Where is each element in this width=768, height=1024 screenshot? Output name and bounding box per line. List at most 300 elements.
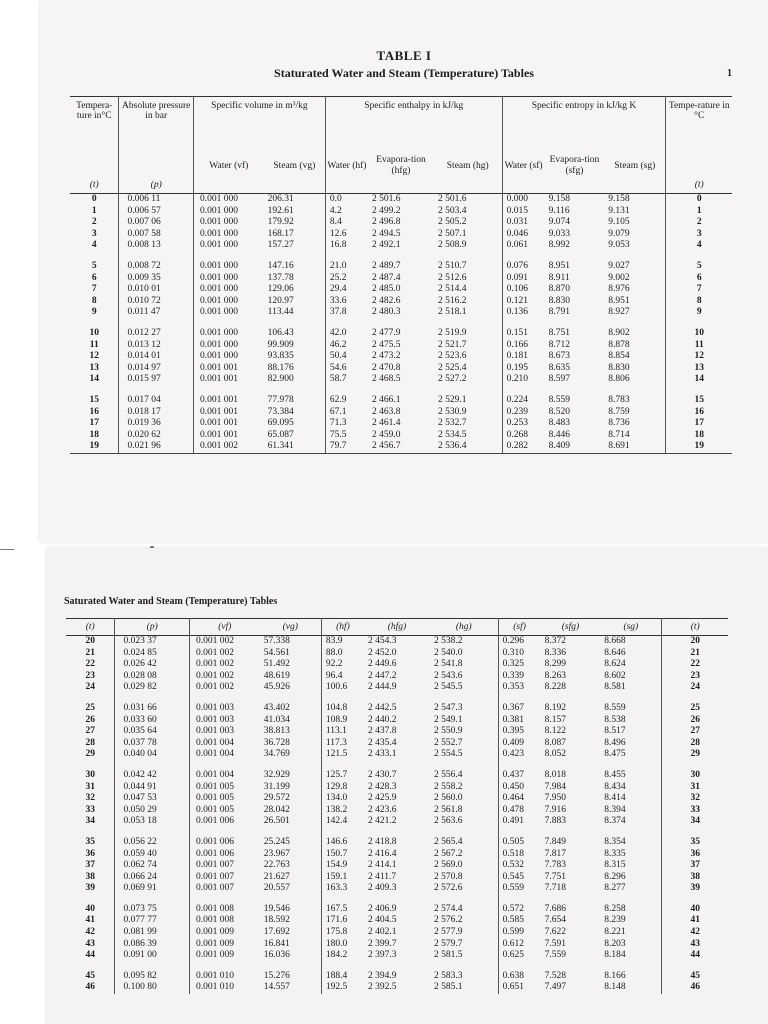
table-cell: 0.585 (502, 915, 524, 926)
table-cell: 168.17 (264, 229, 326, 241)
table-cell: 2 433.1 (367, 749, 397, 760)
table-cell: 19.546 (260, 904, 322, 916)
table-cell: 7.591 (544, 938, 566, 949)
table-cell: 9.131 (604, 206, 666, 218)
table-cell: 8.927 (604, 307, 666, 319)
table-cell: 2 529.1 (434, 395, 502, 407)
symbol-t: (t) (70, 177, 119, 194)
table-cell: 8.372 (544, 636, 566, 646)
table-cell: 24 (690, 682, 700, 693)
table-cell: 8.122 (544, 726, 566, 737)
table-cell: 8.668 (600, 636, 662, 648)
table-cell: 2 530.9 (434, 407, 502, 419)
table-row (70, 229, 732, 241)
table-row (66, 636, 728, 648)
group-spacer (70, 386, 732, 395)
table-cell: 54.561 (260, 648, 322, 660)
table-cell: 2 444.9 (367, 682, 397, 693)
table-cell: 0.029 82 (115, 682, 190, 694)
table-cell: 45 (66, 971, 115, 983)
table-cell: 8.018 (544, 769, 566, 780)
table-cell: 0.021 96 (119, 441, 193, 453)
table-cell: 146.6 (325, 836, 348, 847)
table-cell: 26 (690, 714, 700, 725)
table-cell: 129.06 (264, 284, 326, 296)
table-cell: 29.572 (260, 793, 322, 805)
table-row (70, 307, 732, 319)
table-cell: 8.517 (600, 726, 662, 738)
table-cell: 8.736 (604, 418, 666, 430)
table-cell: 2 418.8 (367, 836, 397, 847)
group-spacer (66, 761, 728, 770)
table-cell: 18 (694, 429, 704, 440)
table-cell: 0.001 003 (195, 714, 234, 725)
table-cell: 0.007 58 (119, 229, 193, 241)
table-cell: 8.239 (600, 915, 662, 927)
table-cell: 2 499.2 (371, 205, 401, 216)
table-cell: 8.299 (544, 659, 566, 670)
table-cell: 0.651 (502, 982, 524, 993)
table-cell: 20 (690, 636, 700, 646)
table-cell: 0.053 18 (115, 816, 190, 828)
scan-mark (0, 549, 14, 550)
table-cell: 43.402 (260, 703, 322, 715)
table-cell: 8.277 (600, 883, 662, 895)
table-cell: 0.612 (502, 938, 524, 949)
table-cell: 9 (696, 307, 702, 318)
table-cell: 8.559 (600, 703, 662, 715)
table-cell: 0.268 (506, 429, 528, 440)
table-cell: 0.037 78 (115, 738, 190, 750)
table-cell: 2 482.6 (371, 295, 401, 306)
table-cell: 2 492.1 (371, 240, 401, 251)
table-cell: 2 397.3 (367, 950, 397, 961)
table-cell: 25.2 (329, 272, 347, 283)
table-cell: 8.263 (544, 670, 566, 681)
table-cell: 0.001 000 (199, 339, 238, 350)
table-cell: 0.166 (506, 339, 528, 350)
table-row (66, 950, 728, 962)
table-cell: 180.0 (325, 938, 348, 949)
table-cell: 0.076 (506, 260, 528, 271)
table-cell: 0.001 010 (195, 982, 234, 993)
table-cell: 8.496 (600, 738, 662, 750)
symbol-t-right: (t) (666, 177, 732, 194)
table-cell: 2 521.7 (434, 340, 502, 352)
table-cell: 2 466.1 (371, 394, 401, 405)
table-cell: 100.6 (325, 682, 348, 693)
table-row (66, 883, 728, 895)
table-number: TABLE I (376, 48, 432, 63)
table-cell: 125.7 (325, 769, 348, 780)
table-cell: 2 527.2 (434, 374, 502, 386)
table-cell: 0.423 (502, 749, 524, 760)
table-cell: 2 569.0 (430, 860, 498, 872)
table-cell: 0.381 (502, 714, 524, 725)
table-cell: 45 (690, 970, 700, 981)
table-cell: 0.086 39 (115, 939, 190, 951)
table-cell: 7.559 (544, 950, 566, 961)
table-cell: 65.087 (264, 430, 326, 442)
table-cell: 2 459.0 (371, 429, 401, 440)
table-cell: 32.929 (260, 770, 322, 782)
table-cell: 69.095 (264, 418, 326, 430)
table-cell: 99.909 (264, 340, 326, 352)
table-cell: 8.878 (604, 340, 666, 352)
table-cell: 19 (666, 441, 732, 453)
table-cell: 42 (66, 927, 115, 939)
group-spacer (66, 962, 728, 971)
table-cell: 33 (66, 805, 115, 817)
table-cell: 23.967 (260, 849, 322, 861)
table-cell: 3 (696, 228, 702, 239)
table-cell: 2 428.3 (367, 781, 397, 792)
header-specific-entropy: Specific entropy in kJ/kg K (502, 97, 666, 154)
table-cell: 77.978 (264, 395, 326, 407)
header-entropy-water: Water (sf) (504, 160, 543, 171)
table-row (70, 407, 732, 419)
table-cell: 5 (70, 261, 119, 273)
table-cell: 2 494.5 (371, 228, 401, 239)
table-cell: 0.046 (506, 228, 528, 239)
table-cell: 0.0 (329, 194, 342, 204)
table-cell: 26 (66, 715, 115, 727)
table-cell: 2 485.0 (371, 284, 401, 295)
table-cell: 2 430.7 (367, 769, 397, 780)
table-row (66, 648, 728, 660)
table-cell: 37 (66, 860, 115, 872)
table-cell: 58.7 (329, 374, 347, 385)
table-cell: 79.7 (325, 441, 368, 453)
table-cell: 8.354 (600, 837, 662, 849)
table-cell: 8.520 (548, 406, 570, 417)
table-cell: 31 (690, 781, 700, 792)
table-cell: 2 470.8 (371, 362, 401, 373)
table-cell: 9.116 (548, 205, 570, 216)
table-cell: 0.006 11 (119, 194, 193, 206)
table-cell: 0.001 001 (199, 406, 238, 417)
table-cell: 26.501 (260, 816, 322, 828)
table-cell: 2 508.9 (434, 240, 502, 252)
table-cell: 0.011 47 (119, 307, 193, 319)
table-cell: 0.001 002 (195, 636, 234, 646)
table-cell: 0.009 35 (119, 273, 193, 285)
table-row (66, 738, 728, 750)
table-cell: 2 435.4 (367, 737, 397, 748)
table-cell: 2 574.4 (430, 904, 498, 916)
header-entropy-evap: Evapora-tion (sfg) (549, 155, 600, 176)
table-cell: 2 421.2 (367, 816, 397, 827)
table-cell: 40 (66, 904, 115, 916)
table-row (70, 351, 732, 363)
table-cell: 2 554.5 (430, 749, 498, 761)
table-cell: 2 394.9 (367, 970, 397, 981)
table-cell: 0.008 13 (119, 240, 193, 252)
table-cell: 73.384 (264, 407, 326, 419)
table-cell: 93.835 (264, 351, 326, 363)
table-cell: 32 (690, 793, 700, 804)
table-cell: 0.013 12 (119, 340, 193, 352)
table-cell: 0.505 (502, 836, 524, 847)
table-cell: 7.783 (544, 860, 566, 871)
table-cell: 2 585.1 (430, 982, 498, 994)
table-cell: 0.395 (502, 726, 524, 737)
table-cell: 8.951 (548, 260, 570, 271)
header-specific-enthalpy: Specific enthalpy in kJ/kg (325, 97, 502, 154)
table-cell: 0.001 005 (195, 781, 234, 792)
table-cell: 2 583.3 (430, 971, 498, 983)
table-cell: 0.044 91 (115, 782, 190, 794)
table-cell: 2 541.8 (430, 659, 498, 671)
page-number: 1 (727, 68, 732, 79)
table-cell: 88.0 (325, 647, 343, 658)
table-cell: 9.158 (548, 194, 570, 204)
table-cell: 0.001 002 (195, 659, 234, 670)
symbol-header: (sf) (498, 619, 541, 636)
table-cell: 0.001 000 (199, 351, 238, 362)
table-row (70, 217, 732, 229)
table-cell: 0.210 (506, 374, 528, 385)
table-cell: 0 (696, 194, 702, 204)
table-cell: 0.572 (502, 903, 524, 914)
table-cell: 137.78 (264, 273, 326, 285)
table-cell: 0.001 007 (195, 860, 234, 871)
table-cell: 2 565.4 (430, 837, 498, 849)
table-cell: 25 (66, 703, 115, 715)
steam-table-1 (70, 96, 732, 454)
table-cell: 46.2 (329, 339, 347, 350)
table-cell: 7.883 (544, 816, 566, 827)
table-cell: 0.001 005 (195, 793, 234, 804)
table-cell: 2 477.9 (371, 327, 401, 338)
table-cell: 134.0 (325, 793, 348, 804)
symbol-header: (hg) (430, 619, 498, 636)
table-cell: 2 507.1 (434, 229, 502, 241)
table-cell: 0.559 (502, 883, 524, 894)
table-cell: 8.336 (544, 647, 566, 658)
table-cell: 0.001 009 (195, 950, 234, 961)
table-cell: 8.166 (600, 971, 662, 983)
table-cell: 2 540.0 (430, 648, 498, 660)
table-cell: 31.199 (260, 782, 322, 794)
table-cell: 2 440.2 (367, 714, 397, 725)
table-cell: 8.691 (604, 441, 666, 453)
table-cell: 0 (70, 194, 119, 206)
table-row (66, 872, 728, 884)
table-cell: 104.8 (325, 702, 348, 713)
table-cell: 2 560.0 (430, 793, 498, 805)
table-row (70, 194, 732, 206)
table-cell: 120.97 (264, 296, 326, 308)
table-cell: 25 (690, 702, 700, 713)
table-cell: 44 (66, 950, 115, 962)
table-cell: 50.4 (329, 351, 347, 362)
table-cell: 12.6 (329, 228, 347, 239)
table-cell: 0.012 27 (119, 328, 193, 340)
table-cell: 0.031 (506, 217, 528, 228)
table-cell: 0.491 (502, 816, 524, 827)
page-2 (46, 548, 768, 1024)
table-cell: 8.783 (604, 395, 666, 407)
table-row (70, 273, 732, 285)
table-cell: 2 449.6 (367, 659, 397, 670)
table-cell: 8.203 (600, 939, 662, 951)
table-cell: 9.027 (604, 261, 666, 273)
section-title: Saturated Water and Steam (Temperature) Tables (64, 596, 278, 607)
table-cell: 0.095 82 (115, 971, 190, 983)
table-cell: 2 489.7 (371, 260, 401, 271)
table-cell: 8.409 (545, 441, 605, 453)
table-cell: 2 414.1 (367, 860, 397, 871)
table-cell: 13 (70, 363, 119, 375)
table-cell: 147.16 (264, 261, 326, 273)
table-cell: 0.077 77 (115, 915, 190, 927)
table-cell: 0.001 000 (199, 217, 238, 228)
table-cell: 2 503.4 (434, 206, 502, 218)
table-cell: 8.751 (548, 327, 570, 338)
table-cell: 2 534.5 (434, 430, 502, 442)
table-cell: 16.841 (260, 939, 322, 951)
table-cell: 0.073 75 (115, 904, 190, 916)
table-cell: 8.806 (604, 374, 666, 386)
table-cell: 16 (694, 406, 704, 417)
table-cell: 27 (66, 726, 115, 738)
table-cell: 8.976 (604, 284, 666, 296)
table-cell: 4 (696, 240, 702, 251)
table-cell: 28 (690, 737, 700, 748)
header-temperature-right: Tempe-rature in °C (666, 97, 732, 178)
table-cell: 0.001 002 (195, 670, 234, 681)
table-cell: 10 (70, 328, 119, 340)
table-cell: 7.984 (544, 781, 566, 792)
table-cell: 108.9 (325, 714, 348, 725)
table-row (70, 363, 732, 375)
table-cell: 0.001 001 (199, 374, 238, 385)
table-cell: 16.8 (329, 240, 347, 251)
table-cell: 2 402.1 (367, 927, 397, 938)
table-cell: 35 (66, 837, 115, 849)
table-cell: 0.625 (502, 950, 524, 961)
table-cell: 2 496.8 (371, 217, 401, 228)
table-cell: 8.951 (604, 296, 666, 308)
table-cell: 142.4 (325, 816, 348, 827)
table-cell: 8.148 (600, 982, 662, 994)
table-cell: 2 505.2 (434, 217, 502, 229)
table-cell: 2 473.2 (371, 351, 401, 362)
table-row (66, 682, 728, 694)
table-cell: 171.6 (325, 915, 348, 926)
header-entropy-steam: Steam (sg) (604, 153, 666, 177)
table-cell: 0.056 22 (115, 837, 190, 849)
symbol-header: (t) (662, 619, 728, 636)
table-cell: 0.014 01 (119, 351, 193, 363)
table-cell: 117.3 (325, 737, 347, 748)
table-cell: 0.001 000 (199, 228, 238, 239)
table-cell: 8.559 (548, 394, 570, 405)
table-cell: 21.627 (260, 872, 322, 884)
table-cell: 2 543.6 (430, 671, 498, 683)
symbol-header: (vf) (189, 619, 259, 636)
table-cell: 2 501.6 (371, 194, 401, 204)
table-cell: 0.091 00 (115, 950, 190, 962)
table-cell: 2 519.9 (434, 328, 502, 340)
table-cell: 29 (690, 749, 700, 760)
table-row (66, 770, 728, 782)
table-cell: 0.018 17 (119, 407, 193, 419)
table-row (70, 395, 732, 407)
table-cell: 9.033 (548, 228, 570, 239)
table-cell: 30 (66, 770, 115, 782)
table-cell: 11 (694, 339, 704, 350)
table-cell: 17 (694, 418, 704, 429)
table-cell: 150.7 (325, 848, 348, 859)
table-cell: 7.916 (544, 804, 566, 815)
table-cell: 0.061 (506, 240, 528, 251)
table-cell: 8 (70, 296, 119, 308)
table-cell: 18.592 (260, 915, 322, 927)
symbol-header: (sg) (600, 619, 662, 636)
table-cell: 0.042 42 (115, 770, 190, 782)
table-cell: 36 (690, 848, 700, 859)
table-cell: 2 536.4 (434, 441, 502, 453)
table-cell: 206.31 (264, 194, 326, 206)
table-row (66, 805, 728, 817)
table-cell: 0.339 (502, 670, 524, 681)
table-cell: 40 (690, 903, 700, 914)
symbol-header: (hf) (321, 619, 364, 636)
table-cell: 51.492 (260, 659, 322, 671)
table-cell: 1 (70, 206, 119, 218)
table-cell: 11 (70, 340, 119, 352)
table-row (66, 782, 728, 794)
table-cell: 0.001 004 (195, 749, 234, 760)
table-cell: 0.040 04 (115, 749, 190, 761)
table-cell: 0.001 000 (199, 295, 238, 306)
table-row (66, 849, 728, 861)
table-row (70, 328, 732, 340)
table-cell: 0.001 001 (199, 394, 238, 405)
table-cell: 19 (70, 441, 119, 453)
table-cell: 0.001 010 (195, 970, 234, 981)
table-cell: 8.712 (548, 339, 570, 350)
header-pressure: Absolute pressure in bar (119, 97, 193, 154)
table-cell: 54.6 (329, 362, 347, 373)
table-cell: 138.2 (325, 804, 348, 815)
table-cell: 157.27 (264, 240, 326, 252)
table-cell: 36.728 (260, 738, 322, 750)
table-cell: 192.61 (264, 206, 326, 218)
table-cell: 0.001 007 (195, 871, 234, 882)
table-cell: 13 (694, 362, 704, 373)
table-cell: 0.015 97 (119, 374, 193, 386)
table-cell: 113.44 (264, 307, 326, 319)
table-cell: 2 501.6 (434, 194, 502, 206)
table-cell: 2 547.3 (430, 703, 498, 715)
table-cell: 8.992 (548, 240, 570, 251)
table-cell: 14 (70, 374, 119, 386)
table-cell: 39 (66, 883, 115, 895)
table-cell: 2 404.5 (367, 915, 397, 926)
table-cell: 6 (70, 273, 119, 285)
table-cell: 7.686 (544, 903, 566, 914)
table-cell: 82.900 (264, 374, 326, 386)
table-cell: 2 514.4 (434, 284, 502, 296)
table-cell: 0.001 000 (199, 260, 238, 271)
table-cell: 0.001 001 (199, 418, 238, 429)
header-specific-volume: Specific volume in m³/kg (193, 97, 325, 154)
table-cell: 7.849 (544, 836, 566, 847)
table-cell: 34.769 (260, 749, 322, 761)
